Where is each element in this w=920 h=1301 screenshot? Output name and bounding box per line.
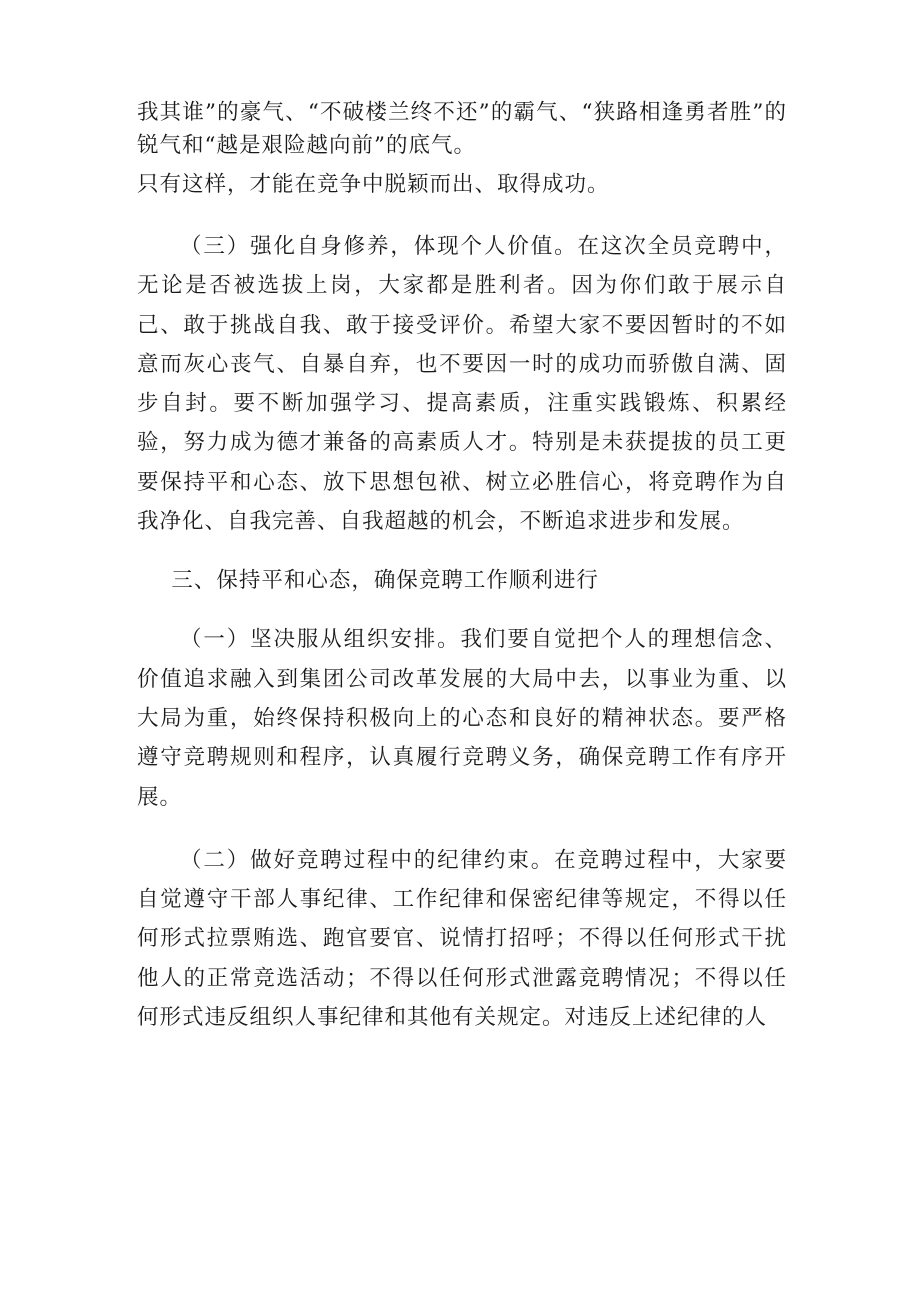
paragraph-subsection-one: （一）坚决服从组织安排。我们要自觉把个人的理想信念、价值追求融入到集团公司改革发展的大局中去，以事业为重、以大局为重，始终保持积极向上的心态和良好的精神状态。要严格遵守竞聘规则和程序，认真履行竞聘义务，确保竞聘工作有序开展。	[137, 627, 787, 810]
paragraph-summary: 只有这样，才能在竞争中脱颖而出、取得成功。	[137, 172, 610, 197]
paragraph-section-three: （三）强化自身修养，体现个人价值。在这次全员竞聘中，无论是否被选拔上岗，大家都是胜利者。因为你们敢于展示自己、敢于挑战自我、敢于接受评价。希望大家不要因暂时的不如意而灰心丧气、自暴自弃，也不要因一时的成功而骄傲自满、固步自封。要不断加强学习、提高素质，注重实践锻炼、积累经验，努力成为德才兼备的高素质人才。特别是未获提拔的员工更要保持平和心态、放下思想包袱、树立必胜信心，将竞聘作为自我净化、自我完善、自我超越的机会，不断追求进步和发展。	[137, 234, 787, 535]
paragraph-subsection-two: （二）做好竞聘过程中的纪律约束。在竞聘过程中，大家要自觉遵守干部人事纪律、工作纪律和保密纪律等规定，不得以任何形式拉票贿选、跑官要官、说情打招呼；不得以任何形式干扰他人的正常竞选活动；不得以任何形式泄露竞聘情况；不得以任何形式违反组织人事纪律和其他有关规定。对违反上述纪律的人	[137, 847, 787, 1031]
document-body	[137, 96, 787, 1037]
paragraph-continuation: 我其谁”的豪气、“不破楼兰终不还”的霸气、“狭路相逢勇者胜”的锐气和“越是艰险越向前”的底气。	[137, 100, 787, 158]
section-heading: 三、保持平和心态，确保竞聘工作顺利进行	[171, 568, 599, 594]
